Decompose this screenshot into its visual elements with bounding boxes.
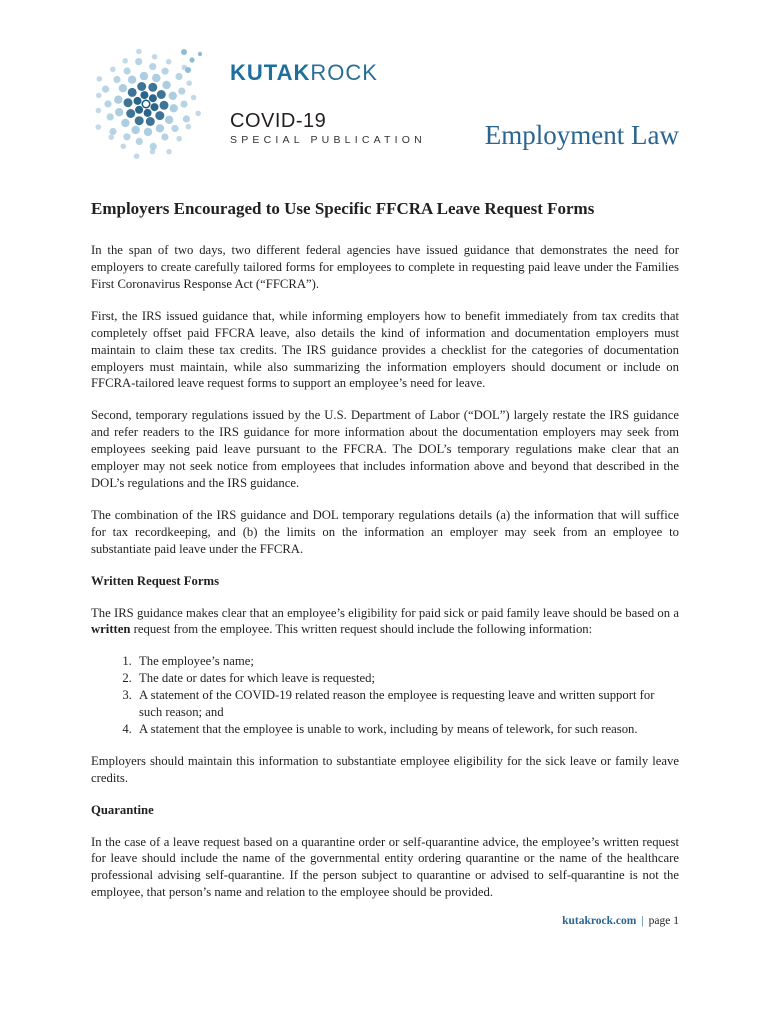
logo-dot — [155, 111, 164, 120]
logo-dot — [135, 116, 144, 125]
logo-dot — [180, 101, 187, 108]
section-heading-written-request: Written Request Forms — [91, 573, 220, 588]
logo-dot — [115, 108, 123, 116]
brand-name-part1: KUTAK — [230, 60, 311, 85]
logo-dot — [183, 115, 190, 122]
logo-dot — [176, 136, 182, 142]
logo-dot — [175, 73, 182, 80]
logo-dot — [149, 63, 156, 70]
logo-dot — [144, 109, 152, 117]
page-number: page 1 — [648, 915, 679, 927]
article-title: Employers Encouraged to Use Specific FFCRA Leave Request Forms — [91, 199, 595, 218]
logo-dot — [132, 126, 140, 134]
logo-dot — [122, 58, 128, 64]
paragraph-quarantine: In the case of a leave request based on a quarantine order or self-quarantine advice, the employee’s written request for leave should include the name of the governmental entity ordering quarantine or the name of the healthcare professional advising self-quarantine. If the person subject to quarantine or advised to self-quarantine is not the employee, that person’s name and relation to the employee should be provided. — [91, 834, 679, 900]
logo-dot — [134, 97, 142, 105]
molecule-cluster-logo-icon — [88, 42, 212, 166]
logo-dot — [140, 91, 148, 99]
logo-dot — [186, 80, 192, 86]
logo-dot — [178, 88, 185, 95]
logo-dot — [107, 113, 114, 120]
logo-dot — [186, 124, 192, 130]
logo-center-dot — [143, 101, 149, 107]
logo-dot — [157, 90, 166, 99]
brand-name-part2: ROCK — [310, 60, 378, 85]
logo-dot — [135, 58, 142, 65]
page-footer — [562, 915, 679, 927]
logo-dot — [109, 128, 116, 135]
logo-dot — [144, 128, 152, 136]
logo-dot — [110, 67, 116, 73]
logo-dot — [152, 74, 160, 82]
paragraph-combination: The combination of the IRS guidance and DOL temporary regulations details (a) the information that will suffice for tax recordkeeping, and (b) the limits on the information an employer may seek from an employee to substantiate paid leave under the FFCRA. — [91, 507, 679, 556]
logo-dot — [151, 103, 159, 111]
intro-text-before: The IRS guidance makes clear that an employee’s eligibility for paid sick or paid family leave should be based on a — [91, 605, 679, 620]
logo-dot — [128, 88, 137, 97]
logo-dot — [136, 49, 142, 55]
brand-wordmark — [230, 60, 378, 86]
logo-dot — [128, 76, 136, 84]
logo-satellite-dot — [185, 67, 191, 73]
logo-dot — [96, 108, 102, 114]
logo-dot — [135, 106, 143, 114]
logo-dot — [124, 98, 133, 107]
logo-dot — [137, 82, 146, 91]
logo-dot — [121, 144, 127, 150]
paragraph-intro: In the span of two days, two different federal agencies have issued guidance that demonstrates the need for employers to create carefully tailored forms for employees to complete in requesting paid leave under the Families First Coronavirus Response Act (“FFCRA”). — [91, 243, 679, 291]
logo-dot — [123, 133, 130, 140]
intro-text-after: request from the employee. This written request should include the following information: — [130, 622, 593, 637]
paragraph-written-request-intro — [91, 605, 679, 639]
logo-dot — [160, 101, 169, 110]
logo-dot — [169, 92, 177, 100]
logo-dot — [170, 104, 178, 112]
logo-dot — [152, 54, 158, 60]
logo-dot — [150, 149, 156, 155]
requirements-list — [91, 653, 679, 738]
article-body — [91, 198, 679, 916]
logo-dot — [166, 149, 172, 155]
logo-dot — [124, 67, 131, 74]
logo-dot — [126, 109, 135, 118]
logo-dot — [140, 72, 148, 80]
logo-dot — [146, 117, 155, 126]
logo-dot — [195, 111, 201, 117]
paragraph-written-request-closing: Employers should maintain this information to substantiate employee eligibility for the sick leave or family leave credits. — [91, 753, 679, 785]
logo-satellite-dot — [181, 49, 187, 55]
logo-dot — [162, 68, 169, 75]
logo-dot — [162, 81, 170, 89]
publication-subtitle: SPECIAL PUBLICATION — [230, 134, 426, 146]
logo-satellite-dot — [198, 52, 202, 56]
logo-dot — [171, 125, 178, 132]
logo-dot — [104, 100, 111, 107]
intro-text-bold: written — [91, 622, 131, 637]
section-heading-quarantine: Quarantine — [91, 802, 154, 817]
publication-title: COVID-19 — [230, 110, 327, 132]
paragraph-irs: First, the IRS issued guidance that, while informing employers how to benefit immediately from tax credits that completely offset paid FFCRA leave, also details the kind of information and documentation employers must maintain to claim these tax credits. The IRS guidance provides a checklist for the categories of documentation employers must maintain, while also summarizing the information employers should document or include on FFCRA-tailored leave request forms to support an employee’s need for leave. — [91, 308, 679, 391]
logo-dot — [148, 83, 157, 92]
logo-dot — [166, 59, 172, 65]
logo-dot — [121, 119, 129, 127]
logo-dot — [149, 94, 157, 102]
list-item: 2. The date or dates for which leave is requested; — [135, 670, 679, 687]
logo-dot — [165, 116, 173, 124]
logo-dot — [161, 133, 168, 140]
list-item: 3. A statement of the COVID-19 related reason the employee is requesting leave and written support for such reason; and — [135, 687, 679, 721]
list-item: 1. The employee’s name; — [135, 653, 679, 670]
logo-dot — [136, 138, 143, 145]
logo-dot — [102, 86, 109, 93]
logo-dot — [134, 153, 140, 159]
logo-dot — [96, 124, 102, 130]
section-title: Employment Law — [484, 120, 679, 150]
logo-dot — [156, 124, 164, 132]
logo-dot — [97, 76, 103, 82]
footer-site-link[interactable]: kutakrock.com — [562, 915, 637, 927]
logo-dot — [191, 95, 197, 101]
list-item: 4. A statement that the employee is unable to work, including by means of telework, for such reason. — [135, 721, 679, 738]
logo-dot — [113, 76, 120, 83]
logo-dot — [96, 93, 102, 99]
logo-dot — [109, 134, 115, 140]
logo-satellite-dot — [189, 57, 194, 62]
footer-separator: | — [641, 915, 644, 927]
logo-dot — [119, 84, 127, 92]
logo-dot — [114, 96, 122, 104]
paragraph-dol: Second, temporary regulations issued by the U.S. Department of Labor (“DOL”) largely restate the IRS guidance and refer readers to the IRS guidance for more information about the documentation employers may seek from employees seeking paid leave pursuant to the FFCRA. The DOL’s temporary regulations make clear that an employer may not seek notice from employees that includes information above and beyond that described in the DOL’s regulations and the IRS guidance. — [91, 408, 679, 490]
